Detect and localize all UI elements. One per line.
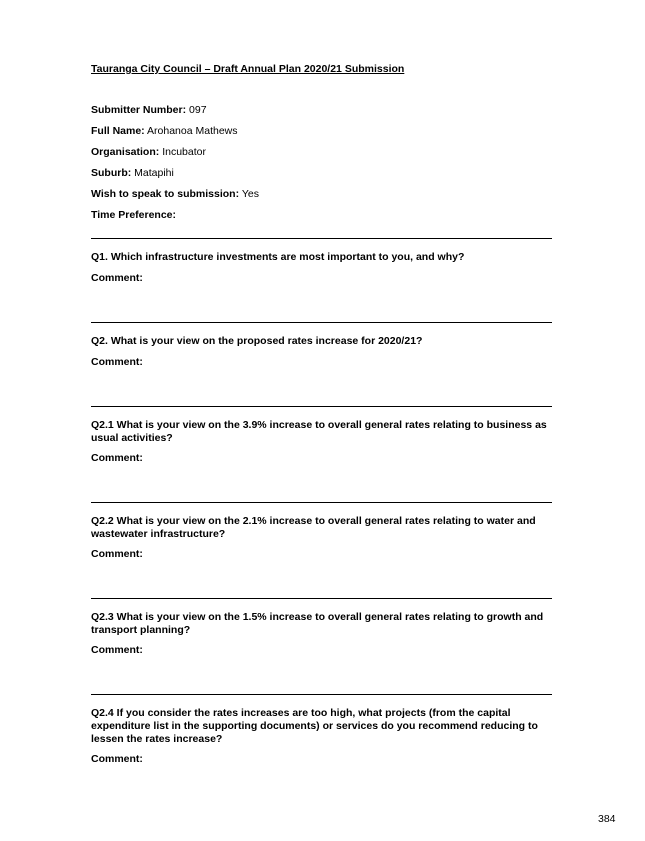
section-divider — [91, 598, 552, 599]
comment-label: Comment: — [91, 452, 143, 464]
comment-label: Comment: — [91, 548, 143, 560]
section-divider — [91, 238, 552, 239]
comment-label: Comment: — [91, 356, 143, 368]
comment-label: Comment: — [91, 272, 143, 284]
field-label: Suburb: — [91, 167, 132, 179]
section-divider — [91, 694, 552, 695]
comment-label: Comment: — [91, 644, 143, 656]
document-title: Tauranga City Council – Draft Annual Plan 2020/21 Submission — [91, 63, 405, 75]
question-q2: Q2. What is your view on the proposed rates increase for 2020/21? — [91, 335, 423, 347]
section-divider — [91, 406, 552, 407]
question-q2-1: Q2.1 What is your view on the 3.9% increase to overall general rates relating to business as usual activities? — [91, 419, 547, 444]
submitter-number-field — [91, 104, 207, 117]
suburb-field — [91, 167, 174, 180]
wish-to-speak-field — [91, 188, 259, 201]
field-label: Wish to speak to submission: — [91, 188, 240, 200]
section-divider — [91, 502, 552, 503]
question-q2-3: Q2.3 What is your view on the 1.5% increase to overall general rates relating to growth and transport planning? — [91, 611, 544, 636]
field-value: Arohanoa Mathews — [147, 125, 238, 137]
time-preference-field — [91, 209, 176, 222]
comment-label: Comment: — [91, 753, 143, 765]
page-number: 384 — [598, 813, 616, 825]
section-divider — [91, 322, 552, 323]
question-q2-2: Q2.2 What is your view on the 2.1% increase to overall general rates relating to water and wastewater infrastructure? — [91, 515, 536, 540]
field-label: Submitter Number: — [91, 104, 187, 116]
field-value: 097 — [189, 104, 207, 116]
full-name-field — [91, 125, 238, 138]
question-q2-4: Q2.4 If you consider the rates increases are too high, what projects (from the capital expenditure list in the supporting documents) or services do you recommend reducing to lessen the rates increase? — [91, 707, 538, 745]
organisation-field — [91, 146, 206, 159]
question-q1: Q1. Which infrastructure investments are most important to you, and why? — [91, 251, 465, 263]
field-label: Time Preference: — [91, 209, 177, 221]
field-label: Full Name: — [91, 125, 145, 137]
field-value: Incubator — [162, 146, 206, 158]
field-label: Organisation: — [91, 146, 160, 158]
field-value: Yes — [241, 188, 259, 200]
field-value: Matapihi — [134, 167, 174, 179]
